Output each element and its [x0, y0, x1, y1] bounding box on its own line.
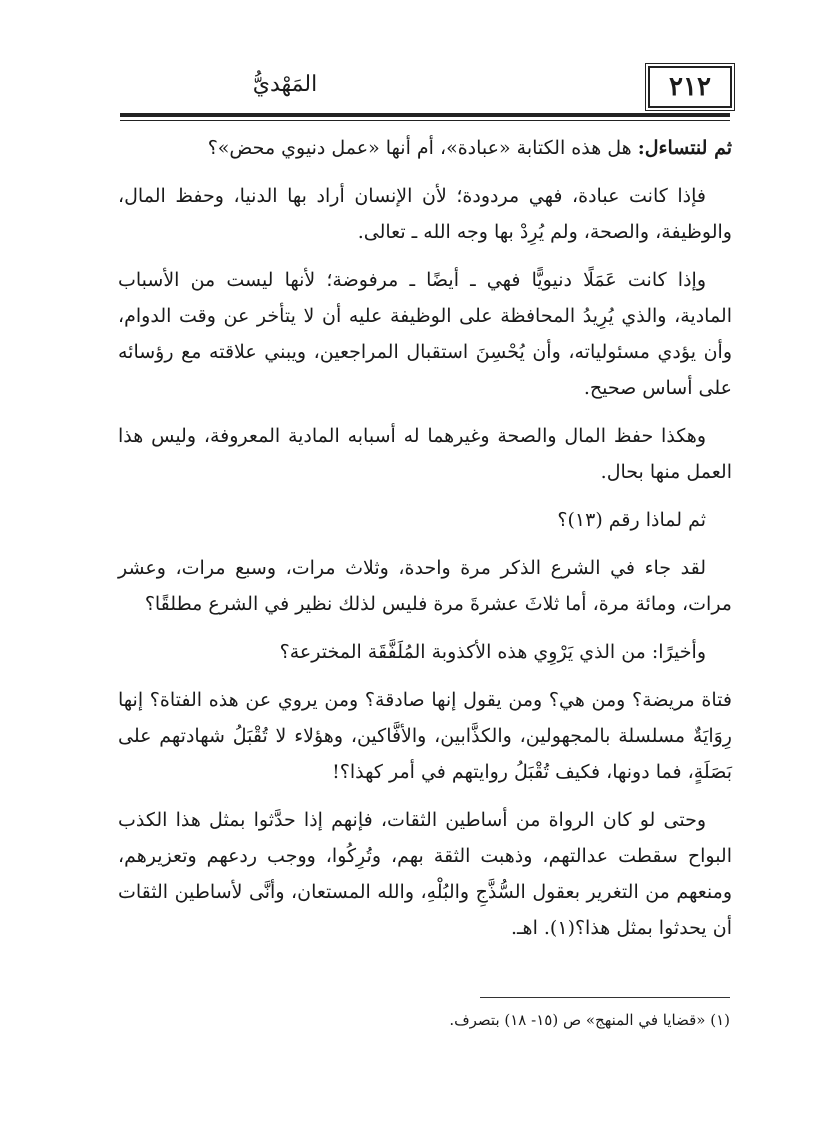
paragraph-6: [118, 550, 732, 622]
paragraph-1: [118, 130, 732, 166]
body-text: [118, 130, 732, 958]
page-number: ٢١٢: [669, 72, 711, 102]
header-rule-thick: [120, 113, 730, 117]
paragraph-5-text: ثم لماذا رقم (١٣)؟: [557, 509, 706, 531]
paragraph-9: [118, 802, 732, 946]
paragraph-1-lead: ثم لنتساءل:: [637, 137, 732, 159]
paragraph-1-text: هل هذه الكتابة «عبادة»، أم أنها «عمل دنيوي محض»؟: [207, 137, 638, 159]
paragraph-7: [118, 634, 732, 670]
paragraph-2-text: فإذا كانت عبادة، فهي مردودة؛ لأن الإنسان أراد بها الدنيا، وحفظ المال، والوظيفة، والصحة، ولم يُرِدْ بها وجه الله ـ تعالى.: [118, 185, 732, 243]
paragraph-8: [118, 682, 732, 790]
paragraph-8-text: فتاة مريضة؟ ومن هي؟ ومن يقول إنها صادقة؟ ومن يروي عن هذه الفتاة؟ إنها رِوَايَةٌ مسلسلة بالمجهولين، والكذَّابين، والأفَّاكين، وهؤلاء لا تُقْبَلُ شهادتهم على بَصَلَةٍ، فما دونها، فكيف تُقْبَلُ روايتهم في أمر كهذا؟!: [118, 689, 732, 783]
paragraph-6-text: لقد جاء في الشرع الذكر مرة واحدة، وثلاث مرات، وسبع مرات، وعشر مرات، ومائة مرة، أما ثلاثَ عشرةَ مرة فليس لذلك نظير في الشرع مطلقًا؟: [118, 557, 732, 615]
paragraph-5: [118, 502, 732, 538]
paragraph-3-text: وإذا كانت عَمَلًا دنيويًّا فهي ـ أيضًا ـ مرفوضة؛ لأنها ليست من الأسباب المادية، والذي يُرِيدُ المحافظة على الوظيفة عليه أن لا يتأخر عن وقت الدوام، وأن يؤدي مسئولياته، وأن يُحْسِنَ استقبال المراجعين، ويبني علاقته مع رؤسائه على أساس صحيح.: [118, 269, 732, 399]
paragraph-2: [118, 178, 732, 250]
paragraph-3: [118, 262, 732, 406]
footnote: (١) «قضايا في المنهج» ص (١٥- ١٨) بتصرف.: [449, 1011, 730, 1029]
running-title: المَهْديُّ: [252, 72, 318, 97]
paragraph-9-text: وحتى لو كان الرواة من أساطين الثقات، فإنهم إذا حدَّثوا بمثل هذا الكذب البواح سقطت عدالتهم، وذهبت الثقة بهم، وتُرِكُوا، ووجب ردعهم وتعزيرهم، ومنعهم من التغرير بعقول السُّذَّجِ والبُلْهِ، والله المستعان، وأنَّى لأساطين الثقات أن يحدثوا بمثل هذا؟(١). اهـ.: [118, 809, 732, 939]
paragraph-7-text: وأخيرًا: من الذي يَرْوِي هذه الأكذوبة المُلَفَّقَة المخترعة؟: [279, 641, 706, 663]
paragraph-4: [118, 418, 732, 490]
header-rule-thin: [120, 120, 730, 121]
page-number-box: [648, 66, 732, 108]
paragraph-4-text: وهكذا حفظ المال والصحة وغيرهما له أسبابه المادية المعروفة، وليس هذا العمل منها بحال.: [118, 425, 732, 483]
footnote-rule: [480, 997, 730, 998]
